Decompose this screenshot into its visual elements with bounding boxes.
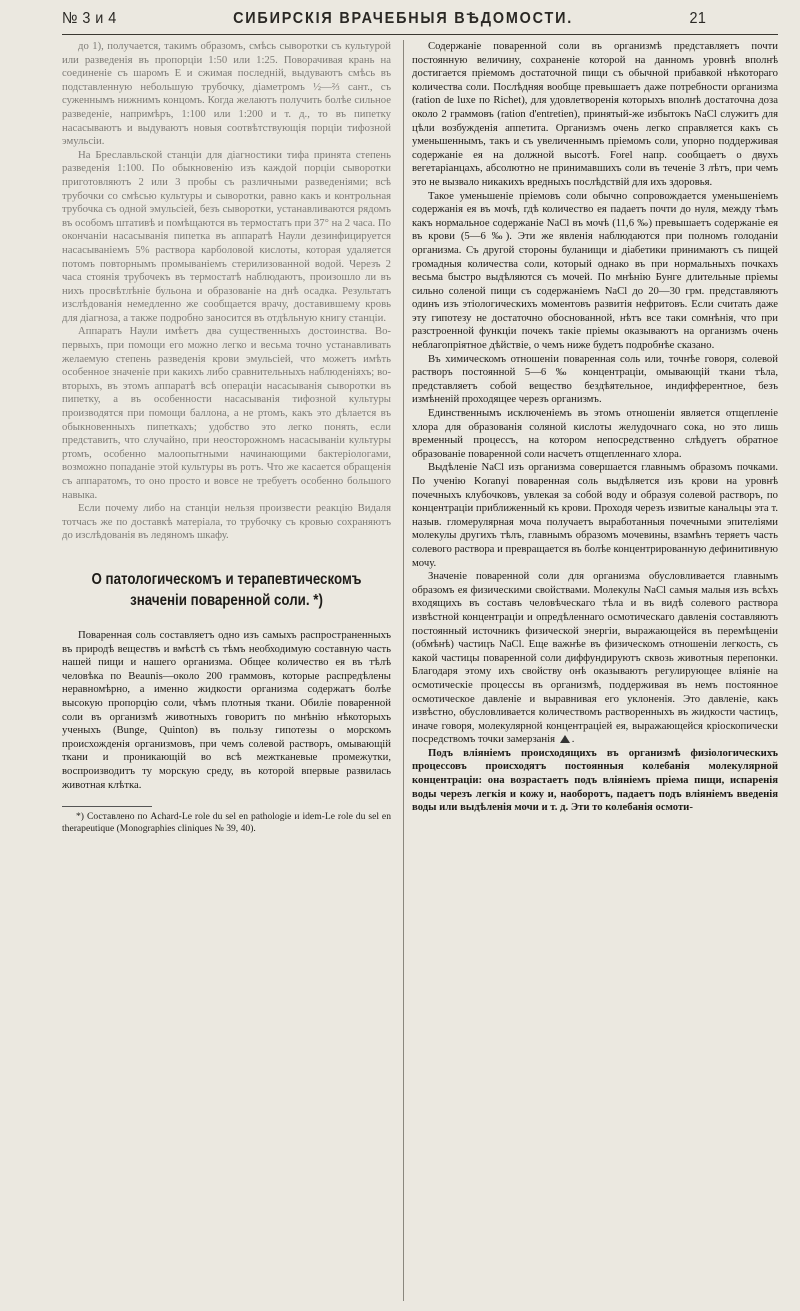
paragraph-text: Значеніе поваренной соли для организма обусловливается главнымъ образомъ ея физическими свойствами. Молекулы NaCl самыя малыя изъ всѣхъ входящихъ въ составъ человѣческаго тѣла и въ видѣ солевого раствора извѣстной концентраціи и опредѣленнаго осмотическаго давленія составляютъ постоянный источникъ физической энергіи, выражающейся въ перемѣщеніи (обмѣнѣ) частицъ NaCl. Еще важнѣе въ физическомъ отношеніи легкость, съ какой частицы поваренной соли диффундируютъ сквозь животныя перепонки. Благодаря этому ихъ свойству онѣ оказываютъ регулирующее вліяніе на осмотическіе процессы въ организмѣ, поддерживая въ немъ постоянное осмотическое давленіе и выравнивая его уклоненія. Это давленіе, какъ извѣстно, обусловливается количествомъ растворенныхъ въ жидкости частицъ, иначе говоря, молекулярной концентраціей ея, выражающейся кріоскопически посредствомъ точки замерзанія (412, 570, 778, 746)
running-header (62, 6, 706, 32)
header-rule (62, 34, 778, 35)
paragraph: Аппаратъ Наули имѣетъ два существенныхъ достоинства. Во-первыхъ, при помощи его можно легко и весьма точно устанавливать желаемую степень разведенія крови эмульсіей, что можетъ имѣть особенное значеніе при какихъ либо сравнительныхъ наблюденіяхъ; во-вторыхъ, въ этомъ аппаратѣ всѣ операціи насасыванія сыворотки въ пипетку, а въ особенности насасыванія тифозной культуры производятся при помощи баллона, а не ртомъ, какъ это дѣлается въ обыкновенныхъ пипеткахъ; удобство это легко понять, если представить, что случайно, при неосторожномъ насасываніи культуры ртомъ, особенно малоопытными начинающими бактеріологами, возможно попаданіе этой культуры въ ротъ. Что же касается обращенія съ аппаратомъ, то оно просто и вовсе не требуетъ особенно большого навыка. (62, 325, 391, 501)
footnote: *) Составлено по Achard-Le role du sel en pathologie и idem-Le role du sel en therapeutique (Monographies cliniques № 39, 40). (62, 811, 391, 835)
paragraph: Если почему либо на станціи нельзя произвести реакцію Видаля тотчасъ же по доставкѣ матеріала, то трубочку съ кровью сохраняютъ до изслѣдованія въ ледяномъ шкафу. (62, 502, 391, 542)
paragraph: Выдѣленіе NaCl изъ организма совершается главнымъ образомъ почками. По ученію Koranyi поваренная соль выдѣляется изъ крови на уровнѣ почечныхъ клубочковъ, увлекая за собой воду и образуя солевой растворъ, по концентраціи приближенный къ крови. Проходя черезъ извитые канальцы эта т. назыв. гломерулярная моча получаетъ выработанныя почечными эпителіями молекулы другихъ тѣлъ, главнымъ образомъ мочевины, взамѣнъ теряетъ часть солевого раствора и превращается въ болѣе концентрированную дефинитивную мочу. (412, 461, 778, 569)
issue-number: № 3 и 4 (62, 10, 117, 27)
paragraph-with-symbol: Значеніе поваренной соли для организма обусловливается главнымъ образомъ ея физическими свойствами. Молекулы NaCl самыя малыя изъ всѣхъ входящихъ въ составъ человѣческаго тѣла и въ видѣ солевого раствора извѣстной концентраціи и опредѣленнаго осмотическаго давленія составляютъ постоянный источникъ физической энергіи, выражающейся въ перемѣщеніи (обмѣнѣ) частицъ NaCl. Еще важнѣе въ физическомъ отношеніи легкость, съ какой частицы поваренной соли диффундируютъ сквозь животныя перепонки. Благодаря этому ихъ свойству онѣ оказываютъ регулирующее вліяніе на осмотическіе процессы въ организмѣ, поддерживая въ немъ постоянное осмотическое давленіе и выравнивая его уклоненія. Это давленіе, какъ извѣстно, обусловливается количествомъ растворенныхъ въ жидкости частицъ, иначе говоря, молекулярной концентраціей ея, выражающейся кріоскопически посредствомъ точки замерзанія . (412, 570, 778, 746)
column-divider (403, 40, 404, 1301)
two-column-body (62, 40, 778, 1301)
paragraph: Въ химическомъ отношеніи поваренная соль или, точнѣе говоря, солевой растворъ постоянной 5—6 ‰ концентраціи, омывающій ткани тѣла, представляетъ собой вещество бездѣятельное, индифферентное, безъ измѣненій проходящее черезъ организмъ. (412, 352, 778, 406)
left-column (62, 40, 397, 1301)
page-number: 21 (689, 10, 707, 27)
paragraph: На Бреславльской станціи для діагностики тифа принята степень разведенія 1:100. По обыкновенію изъ каждой порціи сыворотки приготовляютъ 2 или 3 пробы съ различными разведеніями; всѣ трубочки со смѣсью культуры и сыворотки, равно какъ и контрольная трубочка съ одной эмульсіей, безъ сыворотки, устанавливаются рядомъ въ особомъ штативѣ и помѣщаются въ термостатъ при 37° на 2 часа. По окончаніи насасыванія пипетка въ аппаратѣ Наули дезинфицируется насасываніемъ 5% раствора карболовой кислоты, которая удаляется потомъ повторнымъ промываніемъ стерилизованной водой. Черезъ 2 часа стоянія трубочекъ въ термостатѣ наблюдаютъ, произошло ли въ нихъ просвѣтлѣніе бульона и образованіе на днѣ осадка. Результатъ изслѣдованія немедленно же сообщается врачу, доставившему кровь для діагноза, а также подробно заносится въ отдѣльную книгу станціи. (62, 148, 391, 324)
delta-triangle-icon (560, 735, 570, 743)
paragraph: Такое уменьшеніе пріемовъ соли обычно сопровождается уменьшеніемъ содержанія ея въ мочѣ, гдѣ количество ея падаетъ почти до нуля, между тѣмъ какъ нормальное содержаніе NaCl въ мочѣ (11,6 ‰) превышаетъ содержаніе ея въ крови (5—6 ‰). Эти же явленія наблюдаются при полномъ голоданіи организма. Съ другой стороны буланищи и діабетики принимаютъ съ пищей громадныя количества соли, который однако въ при нормальныхъ почкахъ весьма быстро выдѣляются съ мочей. По мнѣнію Бунге длительные пріемы сильно соленой пищи съ содержаніемъ NaCl до 20—30 грм. представляютъ одинъ изъ этіологическихъ моментовъ развитія нефритовъ. Если считать даже эту гипотезу не достаточно обоснованной, нѣтъ все таки сомнѣнія, что при разстроенной функціи почекъ такіе пріемы оказываютъ на организмъ очень неблагопріятное дѣйствіе, о чемъ ниже будетъ подробнѣе сказано. (412, 189, 778, 352)
paragraph: до 1), получается, такимъ образомъ, смѣсь сыворотки съ культурой или разведенія въ пропорціи 1:50 или 1:25. Поворачивая крань на соединеніе съ шаромъ Е и сжимая последній, выдуваютъ смѣсь въ подставленную небольшую трубочку, діаметромъ ½—⅔ сант., съ суженнымъ нижнимъ концомъ. Когда желаютъ получить болѣе сильное разведеніе, напримѣръ, 1:100 или 1:200 и т. д., то въ пипетку насасываютъ и выдуваютъ новыя соотвѣтствующія порціи тифозной эмульсіи. (62, 40, 391, 148)
paragraph: Единственнымъ исключеніемъ въ этомъ отношеніи является отщепленіе хлора для образованія соляной кислоты желудочнаго сока, но это лишь временный процессъ, на котором непосредственно слѣдуетъ обратное образованіе поваренной соли насчетъ отщепленнаго хлора. (412, 407, 778, 460)
journal-title: СИБИРСКІЯ ВРАЧЕБНЫЯ ВѢДОМОСТИ. (233, 10, 574, 27)
article-title: О патологическомъ и терапевтическомъ значеніи поваренной соли. *) (91, 570, 362, 609)
previous-article-continuation (62, 40, 391, 543)
footnote-rule (62, 806, 152, 807)
paragraph: Содержаніе поваренной соли въ организмѣ представляетъ почти постоянную величину, сохраненіе которой на данномъ уровнѣ вполнѣ достигается пріемомъ достаточной пищи съ обычной прибавкой нѣкотораго количества соли. Послѣдняя вообще превышаетъ даже потребности организма (ration de luxe по Richet), для удовлетворенія которыхъ вполнѣ достаточна доза около 2 граммовъ (ration d'entretien), принятый-же избытокъ NaCl служитъ для цѣли возбужденія аппетита. Организмъ очень легко справляется какъ съ уменьшеннымъ, такъ и съ увеличеннымъ пріемомъ соли, упорно поддерживая содержаніе ея на должной высотѣ. Forel напр. сообщаетъ о двухъ вегетаріанцахъ, абсолютно не принимавшихъ соли въ теченіе 3 лѣтъ, при чемъ это не вызвало никакихъ вредныхъ послѣдствій для ихъ здоровья. (412, 40, 778, 188)
right-column (410, 40, 778, 1301)
paragraph: Подъ вліяніемъ происходящихъ въ организмѣ физіологическихъ процессовъ происходятъ постоянныя колебанія молекулярной концентраціи: она возрастаетъ подъ вліяніемъ пріема пищи, испаренія воды черезъ легкія и кожу и, наоборотъ, падаетъ подъ вліяніемъ введенія воды или выдѣленія мочи и т. д. Эти то колебанія осмоти- (412, 746, 778, 814)
paragraph: Поваренная соль составляетъ одно изъ самыхъ распространенныхъ въ природѣ веществъ и вмѣстѣ съ тѣмъ необходимую составную часть нашей пищи и нашего организма. Общее количество ея въ тѣлѣ человѣка по Beaunis—около 200 граммовъ, которые распредѣлены неравномѣрно, а именно жидкости организма содержатъ болѣе высокую пропорцію соли, чѣмъ плотныя ткани. Обиліе поваренной соли въ организмѣ животныхъ говоритъ по мнѣнію нѣкоторыхъ ученыхъ (Bunge, Quinton) въ пользу гипотезы о морскомъ происхожденія организмовъ, при чемъ солевой растворъ, омывающій ткани и проникающій во всѣ межтканевые промежутки, воспроизводитъ ту морскую среду, въ которой впервые развилась животная клѣтка. (62, 628, 391, 791)
